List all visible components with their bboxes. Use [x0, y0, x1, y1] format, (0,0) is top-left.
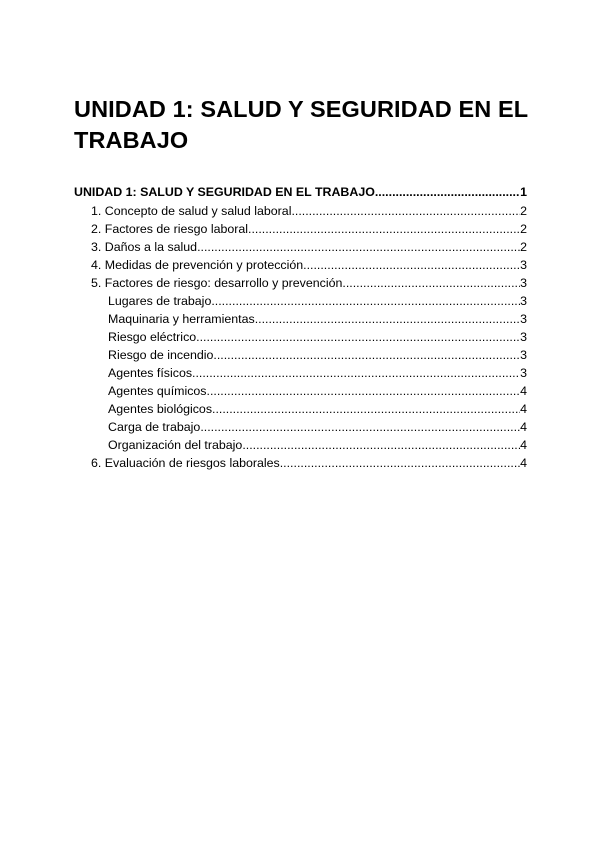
toc-entry-page: 4	[520, 438, 527, 452]
toc-entry-carga-de-trabajo[interactable]	[74, 418, 527, 436]
toc-entry-1[interactable]	[74, 202, 527, 220]
toc-entry-text: Agentes físicos	[108, 366, 193, 380]
toc-entry-unit-1[interactable]	[74, 182, 527, 202]
toc-entry-page: 3	[520, 330, 527, 344]
toc-leader-dots	[207, 382, 521, 400]
toc-entry-6[interactable]	[74, 454, 527, 472]
toc-leader-dots	[375, 182, 520, 202]
toc-entry-agentes-fisicos[interactable]	[74, 364, 527, 382]
toc-entry-page: 4	[520, 456, 527, 470]
toc-entry-3[interactable]	[74, 238, 527, 256]
toc-entry-text: 1. Concepto de salud y salud laboral	[91, 204, 292, 218]
toc-entry-page: 4	[520, 384, 527, 398]
toc-leader-dots	[192, 364, 520, 382]
document-title: UNIDAD 1: SALUD Y SEGURIDAD EN EL TRABAJO	[74, 96, 528, 153]
toc-entry-text: UNIDAD 1: SALUD Y SEGURIDAD EN EL TRABAJO	[74, 185, 375, 199]
toc-leader-dots	[211, 292, 520, 310]
toc-leader-dots	[242, 436, 520, 454]
toc-entry-text: Maquinaria y herramientas	[108, 312, 255, 326]
toc-leader-dots	[342, 274, 520, 292]
toc-entry-page: 3	[520, 366, 527, 380]
toc-entry-text: Agentes químicos	[108, 384, 207, 398]
toc-entry-maquinaria[interactable]	[74, 310, 527, 328]
toc-entry-text: Agentes biológicos	[108, 402, 213, 416]
toc-leader-dots	[303, 256, 520, 274]
toc-leader-dots	[200, 418, 520, 436]
toc-entry-page: 2	[520, 222, 527, 236]
toc-leader-dots	[280, 454, 520, 472]
toc-entry-5[interactable]	[74, 274, 527, 292]
toc-entry-4[interactable]	[74, 256, 527, 274]
toc-entry-page: 3	[520, 258, 527, 272]
toc-entry-text: 3. Daños a la salud	[91, 240, 198, 254]
toc-leader-dots	[255, 310, 520, 328]
toc-entry-text: 2. Factores de riesgo laboral	[91, 222, 249, 236]
toc-entry-text: Organización del trabajo	[108, 438, 243, 452]
toc-entry-page: 4	[520, 402, 527, 416]
toc-leader-dots	[197, 238, 520, 256]
toc-entry-text: Riesgo eléctrico	[108, 330, 197, 344]
table-of-contents	[74, 182, 527, 472]
toc-entry-page: 3	[520, 294, 527, 308]
toc-entry-riesgo-de-incendio[interactable]	[74, 346, 527, 364]
toc-entry-agentes-biologicos[interactable]	[74, 400, 527, 418]
toc-leader-dots	[212, 400, 520, 418]
toc-entry-agentes-quimicos[interactable]	[74, 382, 527, 400]
toc-entry-riesgo-electrico[interactable]	[74, 328, 527, 346]
toc-leader-dots	[196, 328, 520, 346]
toc-entry-organizacion-del-trabajo[interactable]	[74, 436, 527, 454]
toc-entry-page: 1	[520, 185, 527, 199]
toc-entry-text: Carga de trabajo	[108, 420, 201, 434]
toc-entry-lugares-de-trabajo[interactable]	[74, 292, 527, 310]
toc-entry-page: 3	[520, 312, 527, 326]
toc-entry-page: 4	[520, 420, 527, 434]
toc-leader-dots	[248, 220, 520, 238]
toc-entry-text: Riesgo de incendio	[108, 348, 214, 362]
toc-leader-dots	[213, 346, 520, 364]
toc-entry-2[interactable]	[74, 220, 527, 238]
toc-entry-page: 3	[520, 276, 527, 290]
toc-entry-text: 5. Factores de riesgo: desarrollo y prevención	[91, 276, 343, 290]
toc-leader-dots	[291, 202, 520, 220]
toc-entry-text: 4. Medidas de prevención y protección	[91, 258, 304, 272]
toc-entry-text: Lugares de trabajo	[108, 294, 212, 308]
toc-entry-page: 2	[520, 204, 527, 218]
toc-entry-page: 2	[520, 240, 527, 254]
toc-entry-page: 3	[520, 348, 527, 362]
toc-entry-text: 6. Evaluación de riesgos laborales	[91, 456, 280, 470]
